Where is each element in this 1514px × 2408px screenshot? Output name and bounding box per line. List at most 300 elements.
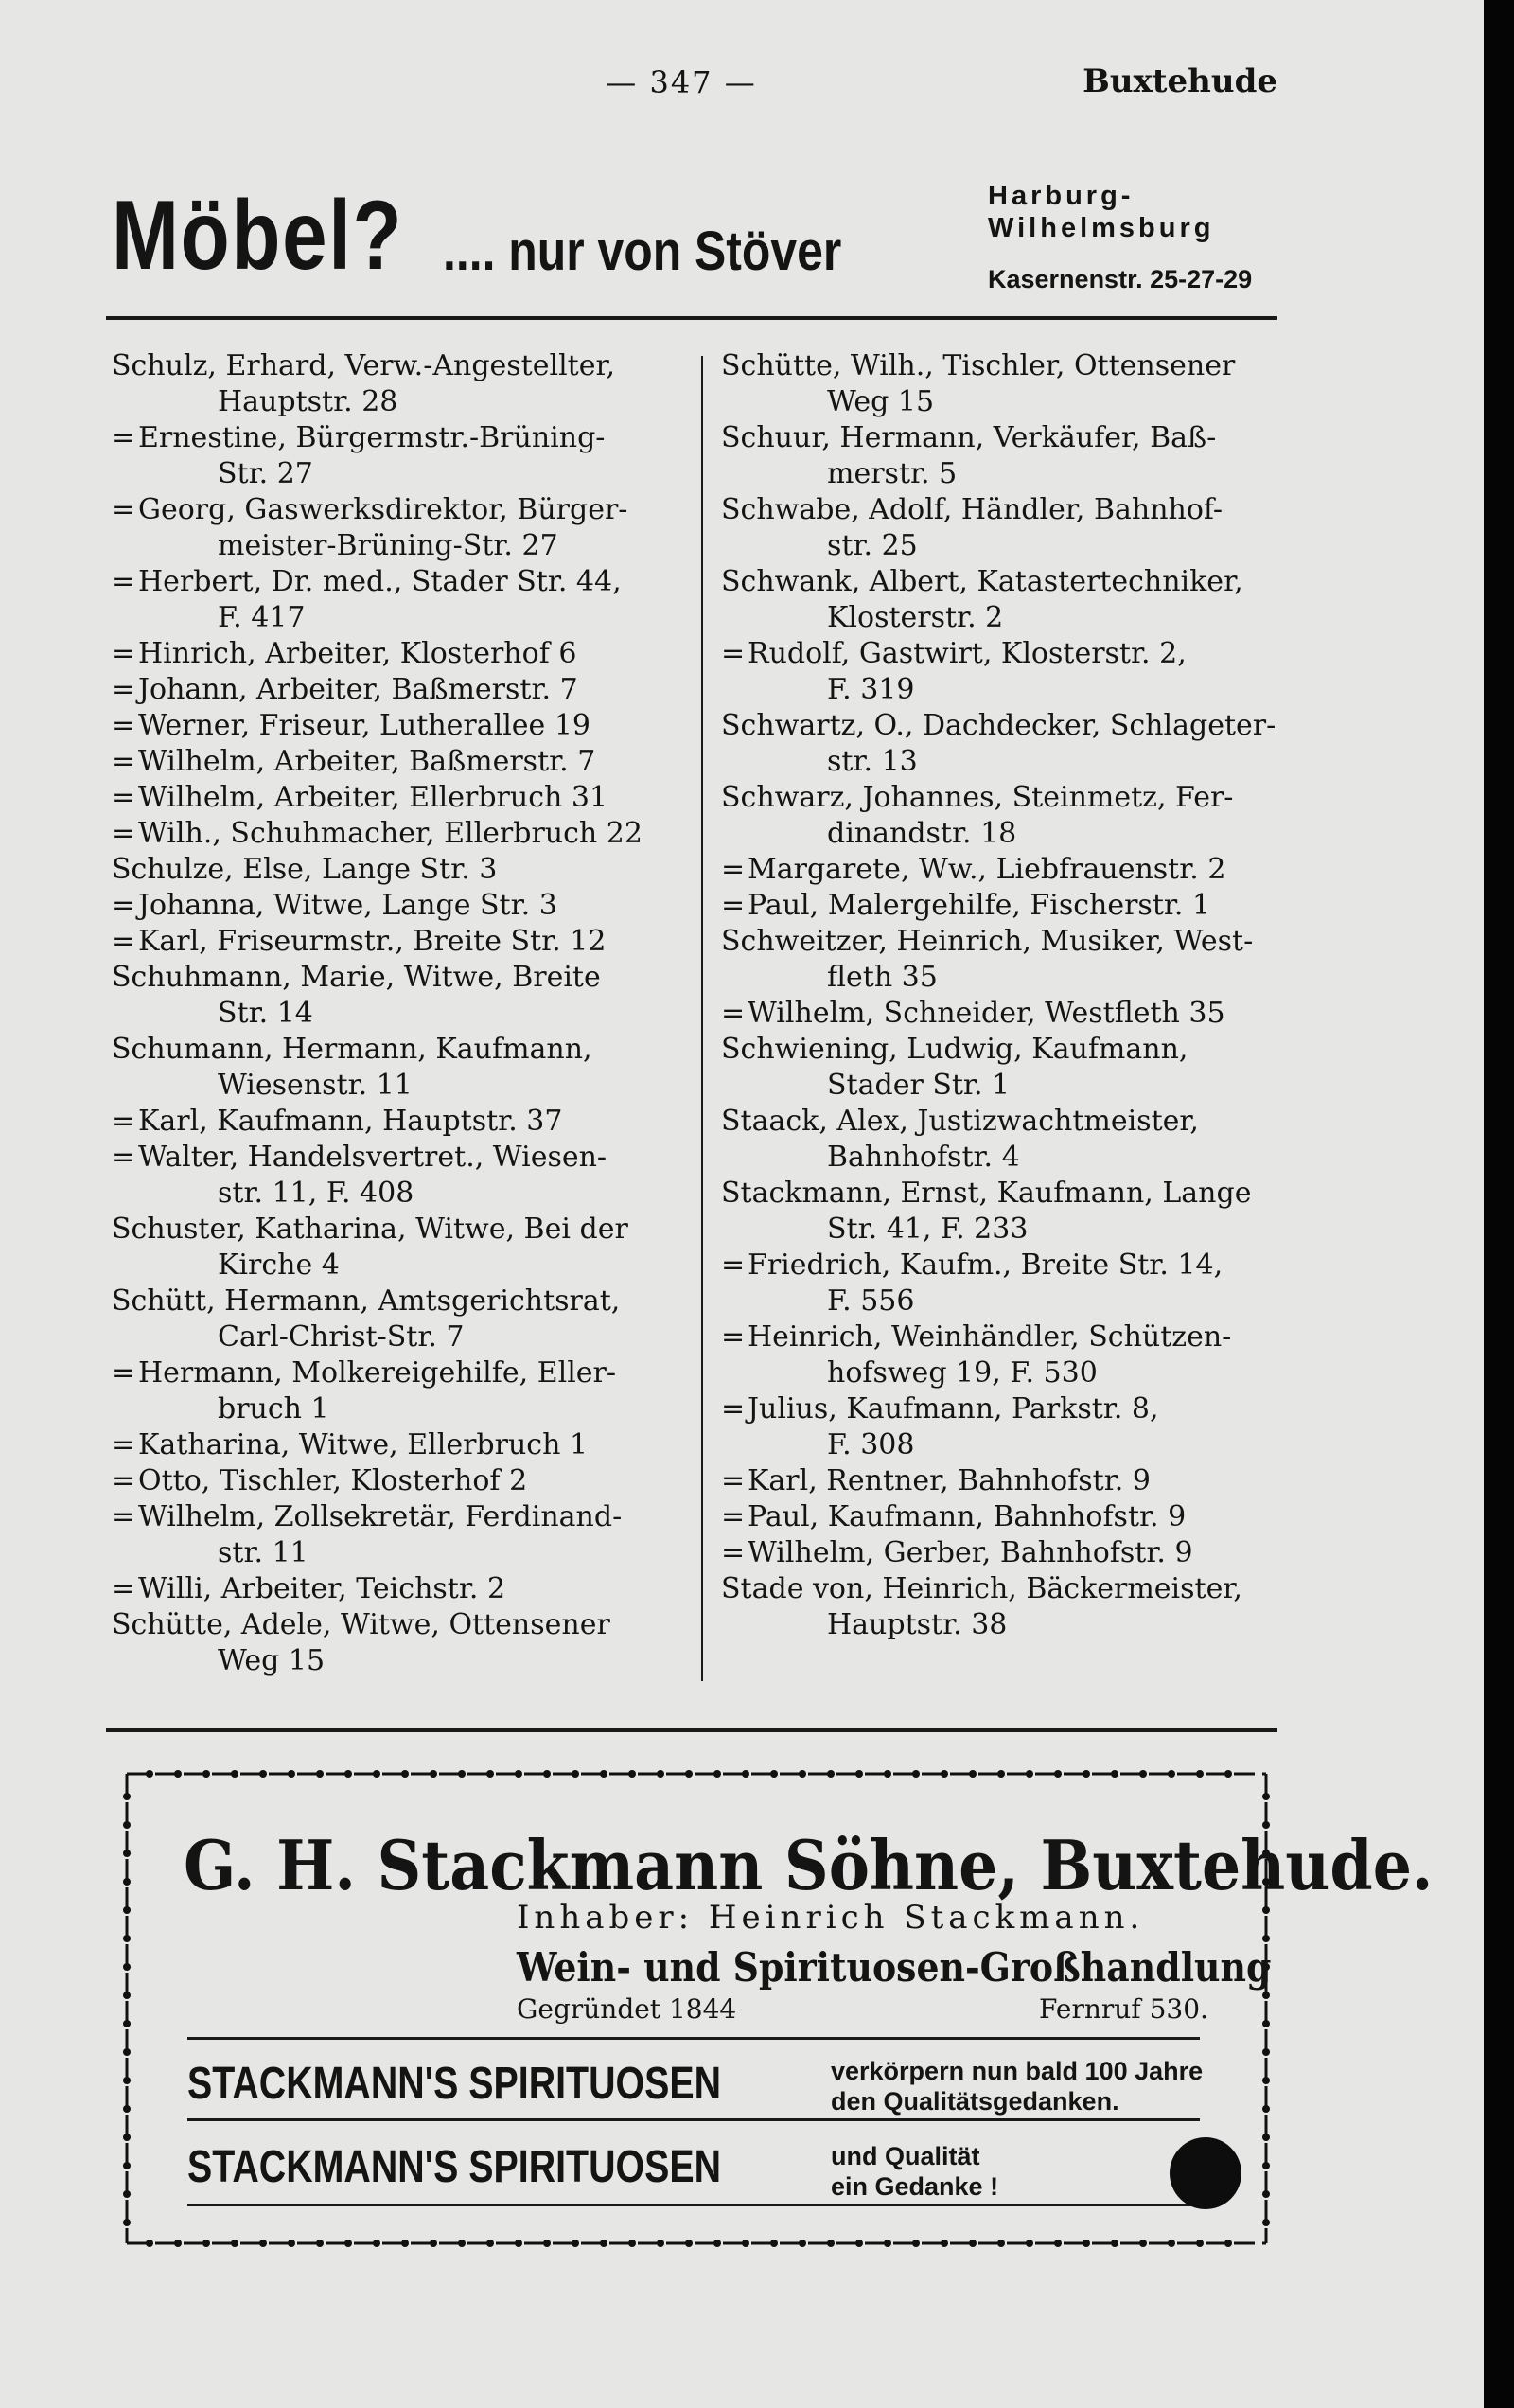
border-ornament (259, 2240, 267, 2247)
directory-entry (112, 852, 679, 888)
border-ornament (401, 2240, 409, 2247)
entry-text: Schulz, Erhard, Verw.-Angestellter, (112, 349, 616, 382)
border-ornament (1196, 1770, 1204, 1778)
ditto-mark: = (721, 853, 746, 886)
directory-entry (112, 1571, 679, 1607)
border-ornament (855, 2240, 863, 2247)
directory-entry (112, 1140, 679, 1176)
advert-slogan-2 (831, 2141, 998, 2202)
directory-entry (721, 564, 1289, 600)
entry-text: Schulze, Else, Lange Str. 3 (112, 853, 498, 886)
entry-continuation (721, 816, 1289, 852)
directory-entry (112, 636, 679, 672)
border-ornament (123, 1821, 131, 1829)
entry-text: Schütt, Hermann, Amtsgerichtsrat, (112, 1284, 621, 1318)
border-ornament (123, 1793, 131, 1800)
border-ornament (884, 2240, 891, 2247)
border-ornament (969, 2240, 977, 2247)
border-ornament (231, 1770, 238, 1778)
entry-continuation (721, 1284, 1289, 1319)
border-ornament (1224, 2240, 1232, 2247)
advert-city (988, 180, 1214, 244)
border-ornament (713, 2240, 721, 2247)
border-ornament (997, 1770, 1005, 1778)
column-divider (701, 356, 703, 1681)
entry-text: Hauptstr. 28 (218, 385, 398, 418)
entry-text: Schuster, Katharina, Witwe, Bei der (112, 1213, 628, 1246)
entry-text: str. 13 (827, 745, 918, 778)
entry-text: Karl, Kaufmann, Hauptstr. 37 (138, 1105, 563, 1138)
top-rule (106, 316, 1277, 320)
entry-continuation (721, 528, 1289, 564)
directory-entry (112, 348, 679, 384)
border-ornament (146, 1770, 153, 1778)
entry-text: Otto, Tischler, Klosterhof 2 (138, 1464, 528, 1497)
directory-entry (721, 888, 1289, 924)
entry-text: Hermann, Molkereigehilfe, Eller- (138, 1356, 617, 1390)
border-ornament (430, 2240, 437, 2247)
entry-continuation (721, 456, 1289, 492)
border-ornament (628, 2240, 636, 2247)
border-ornament (969, 1770, 977, 1778)
advert-dot-icon (1170, 2137, 1241, 2209)
right-column (721, 348, 1289, 1643)
directory-entry (721, 1248, 1289, 1284)
ditto-mark: = (721, 1536, 746, 1569)
entry-text: Schwartz, O., Dachdecker, Schlageter- (721, 709, 1276, 742)
border-ornament (430, 1770, 437, 1778)
entry-text: Karl, Friseurmstr., Breite Str. 12 (138, 925, 607, 958)
entry-continuation (721, 672, 1289, 708)
directory-entry (112, 1355, 679, 1391)
border-ornament (855, 1770, 863, 1778)
border-ornament (1111, 2240, 1118, 2247)
directory-entry (112, 1104, 679, 1140)
entry-continuation (112, 456, 679, 492)
border-ornament (912, 2240, 920, 2247)
border-ornament (123, 2077, 131, 2084)
advert-founded: Gegründet 1844 (517, 1993, 737, 2025)
border-ornament (770, 1770, 778, 1778)
directory-entry (112, 1212, 679, 1248)
border-ornament (657, 1770, 664, 1778)
entry-continuation (112, 1176, 679, 1212)
advert-city-line2: Wilhelmsburg (988, 213, 1215, 243)
entry-text: Katharina, Witwe, Ellerbruch 1 (138, 1428, 589, 1461)
entry-text: Schütte, Wilh., Tischler, Ottensener (721, 349, 1236, 382)
directory-entry (721, 996, 1289, 1032)
border-ornament (657, 2240, 664, 2247)
border-ornament (316, 1770, 324, 1778)
border-ornament (344, 2240, 352, 2247)
entry-text: Herbert, Dr. med., Stader Str. 44, (138, 565, 622, 598)
border-ornament (123, 1963, 131, 1971)
entry-text: Weg 15 (218, 1644, 326, 1677)
ditto-mark: = (721, 1320, 746, 1354)
entry-text: Carl-Christ-Str. 7 (218, 1320, 465, 1354)
entry-text: Paul, Kaufmann, Bahnhofstr. 9 (748, 1500, 1187, 1533)
border-ornament (1262, 2190, 1270, 2198)
directory-entry (721, 852, 1289, 888)
border-ornament (1168, 2240, 1175, 2247)
entry-continuation (721, 1068, 1289, 1104)
ditto-mark: = (721, 637, 746, 670)
border-ornament (288, 1770, 295, 1778)
ditto-mark: = (112, 1141, 136, 1174)
entry-text: fleth 35 (827, 961, 938, 994)
border-ornament (146, 2240, 153, 2247)
border-ornament (123, 1878, 131, 1886)
directory-entry (112, 492, 679, 528)
border-ornament (344, 1770, 352, 1778)
directory-entry (721, 1391, 1289, 1427)
entry-text: Str. 41, F. 233 (827, 1213, 1029, 1246)
ditto-mark: = (721, 1464, 746, 1497)
border-ornament (123, 2162, 131, 2169)
ditto-mark: = (112, 1572, 136, 1605)
directory-entry (721, 1463, 1289, 1499)
page-number: — 347 — (606, 64, 757, 100)
entry-text: Klosterstr. 2 (827, 601, 1004, 634)
entry-text: Stader Str. 1 (827, 1069, 1011, 1102)
ditto-mark: = (112, 493, 136, 526)
border-ornament (1083, 1770, 1090, 1778)
directory-entry (112, 780, 679, 816)
border-ornament (373, 1770, 380, 1778)
border-ornament (202, 1770, 210, 1778)
border-ornament (123, 2048, 131, 2056)
directory-entry (112, 708, 679, 744)
directory-entry (112, 744, 679, 780)
entry-text: Paul, Malergehilfe, Fischerstr. 1 (748, 889, 1211, 922)
border-ornament (486, 2240, 494, 2247)
border-ornament (1262, 2105, 1270, 2113)
entry-text: F. 319 (827, 673, 915, 706)
directory-entry (112, 420, 679, 456)
entry-text: dinandstr. 18 (827, 817, 1017, 850)
book-spine-edge (1484, 0, 1514, 2408)
entry-continuation (112, 600, 679, 636)
entry-text: Werner, Friseur, Lutherallee 19 (138, 709, 591, 742)
border-ornament (202, 2240, 210, 2247)
directory-entry (112, 816, 679, 852)
entry-text: Willi, Arbeiter, Teichstr. 2 (138, 1572, 506, 1605)
directory-entry (721, 780, 1289, 816)
entry-text: Julius, Kaufmann, Parkstr. 8, (748, 1392, 1159, 1425)
border-ornament (1262, 1935, 1270, 1942)
ditto-mark: = (721, 1500, 746, 1533)
border-ornament (1111, 1770, 1118, 1778)
border-ornament (543, 1770, 551, 1778)
entry-continuation (112, 1535, 679, 1571)
advert-owner: Inhaber: Heinrich Stackmann. (517, 1899, 1145, 1937)
entry-text: Kirche 4 (218, 1248, 340, 1282)
entry-text: Georg, Gaswerksdirektor, Bürger- (138, 493, 628, 526)
entry-text: Johann, Arbeiter, Baßmerstr. 7 (138, 673, 578, 706)
ditto-mark: = (721, 1248, 746, 1282)
directory-entry (721, 420, 1289, 456)
border-ornament (1054, 1770, 1062, 1778)
entry-text: Hinrich, Arbeiter, Klosterhof 6 (138, 637, 577, 670)
border-ornament (288, 2240, 295, 2247)
entry-text: Ernestine, Bürgermstr.-Brüning- (138, 421, 606, 454)
border-ornament (1262, 1992, 1270, 1999)
ditto-mark: = (112, 745, 136, 778)
border-ornament (458, 2240, 466, 2247)
border-ornament (486, 1770, 494, 1778)
border-ornament (997, 2240, 1005, 2247)
entry-text: Schwiening, Ludwig, Kaufmann, (721, 1033, 1188, 1066)
directory-entry (112, 1607, 679, 1643)
entry-continuation (721, 384, 1289, 420)
entry-text: Wilhelm, Schneider, Westfleth 35 (748, 997, 1225, 1030)
border-ornament (742, 1770, 749, 1778)
advert-brand-2: STACKMANN'S SPIRITUOSEN (187, 2142, 722, 2192)
entry-text: Heinrich, Weinhändler, Schützen- (748, 1320, 1232, 1354)
entry-text: Schwank, Albert, Katastertechniker, (721, 565, 1243, 598)
border-ornament (259, 1770, 267, 1778)
ditto-mark: = (112, 1464, 136, 1497)
advert-slogan-1 (831, 2056, 1203, 2116)
directory-entry (112, 1032, 679, 1068)
border-ornament (123, 1906, 131, 1914)
border-ornament (600, 2240, 607, 2247)
border-ornament (742, 2240, 749, 2247)
entry-continuation (721, 600, 1289, 636)
border-ornament (1262, 2219, 1270, 2226)
border-ornament (174, 2240, 182, 2247)
entry-text: Rudolf, Gastwirt, Klosterstr. 2, (748, 637, 1187, 670)
entry-continuation (112, 384, 679, 420)
border-ornament (543, 2240, 551, 2247)
entry-continuation (112, 1068, 679, 1104)
entry-text: Walter, Handelsvertret., Wiesen- (138, 1141, 607, 1174)
border-ornament (1262, 2048, 1270, 2056)
border-ornament (799, 1770, 806, 1778)
advert-address: Kasernenstr. 25-27-29 (988, 265, 1253, 293)
entry-continuation (721, 960, 1289, 996)
border-ornament (515, 2240, 522, 2247)
entry-text: Schwabe, Adolf, Händler, Bahnhof- (721, 493, 1224, 526)
border-ornament (1262, 2162, 1270, 2169)
border-ornament (123, 2190, 131, 2198)
directory-entry (721, 924, 1289, 960)
border-ornament (1196, 2240, 1204, 2247)
bottom-rule (106, 1728, 1277, 1732)
border-ornament (174, 1770, 182, 1778)
entry-text: Str. 14 (218, 997, 313, 1030)
border-ornament (572, 2240, 579, 2247)
ditto-mark: = (112, 925, 136, 958)
border-ornament (827, 2240, 835, 2247)
entry-text: bruch 1 (218, 1392, 329, 1425)
entry-text: str. 11 (218, 1536, 308, 1569)
directory-entry (721, 1176, 1289, 1212)
entry-text: Wilhelm, Zollsekretär, Ferdinand- (138, 1500, 623, 1533)
border-ornament (884, 1770, 891, 1778)
border-ornament (515, 1770, 522, 1778)
border-ornament (685, 2240, 693, 2247)
ditto-mark: = (112, 781, 136, 814)
directory-entry (112, 672, 679, 708)
border-ornament (941, 1770, 948, 1778)
border-ornament (600, 1770, 607, 1778)
directory-entry (112, 564, 679, 600)
entry-continuation (721, 1607, 1289, 1643)
entry-continuation (721, 1427, 1289, 1463)
border-ornament (123, 1850, 131, 1857)
ditto-mark: = (112, 673, 136, 706)
entry-text: meister-Brüning-Str. 27 (218, 529, 558, 562)
entry-text: Schumann, Hermann, Kaufmann, (112, 1033, 592, 1066)
advert-city-line1: Harburg- (988, 181, 1135, 211)
ditto-mark: = (112, 565, 136, 598)
advert-slogan-1-line2: den Qualitätsgedanken. (831, 2087, 1119, 2116)
border-ornament (827, 1770, 835, 1778)
entry-text: F. 556 (827, 1284, 915, 1318)
directory-entry (721, 1104, 1289, 1140)
border-ornament (123, 1935, 131, 1942)
directory-entry (112, 888, 679, 924)
entry-continuation (112, 1391, 679, 1427)
ditto-mark: = (112, 1105, 136, 1138)
advert-headline: Möbel? (112, 181, 404, 291)
directory-entry (721, 708, 1289, 744)
border-ornament (231, 2240, 238, 2247)
entry-text: F. 308 (827, 1428, 915, 1461)
advert-trade: Wein- und Spirituosen-Großhandlung (517, 1944, 1272, 1991)
directory-entry (112, 1284, 679, 1319)
entry-text: Wilhelm, Arbeiter, Baßmerstr. 7 (138, 745, 596, 778)
entry-text: Wilhelm, Gerber, Bahnhofstr. 9 (748, 1536, 1193, 1569)
entry-text: Karl, Rentner, Bahnhofstr. 9 (748, 1464, 1151, 1497)
ditto-mark: = (112, 1356, 136, 1390)
advert-brand-1: STACKMANN'S SPIRITUOSEN (187, 2059, 722, 2109)
entry-continuation (721, 1140, 1289, 1176)
ditto-mark: = (112, 421, 136, 454)
ditto-mark: = (721, 997, 746, 1030)
entry-continuation (112, 1643, 679, 1679)
border-ornament (912, 1770, 920, 1778)
entry-text: Stackmann, Ernst, Kaufmann, Lange (721, 1177, 1252, 1210)
directory-entry (721, 1032, 1289, 1068)
entry-text: Wiesenstr. 11 (218, 1069, 413, 1102)
entry-text: Friedrich, Kaufm., Breite Str. 14, (748, 1248, 1224, 1282)
advert-firm-name: G. H. Stackmann Söhne, Buxtehude. (184, 1825, 1434, 1905)
border-ornament (123, 2134, 131, 2141)
directory-entry (112, 1499, 679, 1535)
border-ornament (941, 2240, 948, 2247)
border-ornament (1139, 1770, 1147, 1778)
border-ornament (1262, 1906, 1270, 1914)
ditto-mark: = (112, 889, 136, 922)
entry-text: Wilh., Schuhmacher, Ellerbruch 22 (138, 817, 643, 850)
border-ornament (458, 1770, 466, 1778)
border-ornament (1026, 2240, 1033, 2247)
directory-entry (112, 924, 679, 960)
directory-entry (721, 1499, 1289, 1535)
entry-continuation (112, 528, 679, 564)
border-ornament (1262, 2020, 1270, 2027)
border-ornament (1083, 2240, 1090, 2247)
directory-entry (721, 348, 1289, 384)
border-ornament (1168, 1770, 1175, 1778)
border-ornament (1139, 2240, 1147, 2247)
entry-text: Schuur, Hermann, Verkäufer, Baß- (721, 421, 1217, 454)
entry-text: Staack, Alex, Justizwachtmeister, (721, 1105, 1199, 1138)
border-ornament (1054, 2240, 1062, 2247)
ditto-mark: = (112, 1500, 136, 1533)
advert-rule-1 (187, 2037, 1200, 2040)
ditto-mark: = (112, 1428, 136, 1461)
ditto-mark: = (112, 637, 136, 670)
stackmann-advert (121, 1768, 1434, 2249)
entry-text: Margarete, Ww., Liebfrauenstr. 2 (748, 853, 1226, 886)
advert-slogan-2-line2: ein Gedanke ! (831, 2172, 999, 2201)
ditto-mark: = (721, 1392, 746, 1425)
advert-headline-tail: .... nur von Stöver (443, 221, 842, 282)
border-ornament (123, 1992, 131, 1999)
entry-continuation (721, 1212, 1289, 1248)
entry-text: Bahnhofstr. 4 (827, 1141, 1020, 1174)
advert-slogan-2-line1: und Qualität (831, 2142, 980, 2170)
border-ornament (713, 1770, 721, 1778)
entry-text: Schwarz, Johannes, Steinmetz, Fer- (721, 781, 1234, 814)
directory-entry (112, 1427, 679, 1463)
directory-entry (721, 1571, 1289, 1607)
entry-continuation (112, 1319, 679, 1355)
directory-entry (721, 492, 1289, 528)
entry-text: Schütte, Adele, Witwe, Ottensener (112, 1608, 610, 1641)
border-ornament (685, 1770, 693, 1778)
entry-text: merstr. 5 (827, 457, 958, 490)
advert-slogan-1-line1: verkörpern nun bald 100 Jahre (831, 2057, 1204, 2085)
entry-text: hofsweg 19, F. 530 (827, 1356, 1098, 1390)
border-ornament (123, 2020, 131, 2027)
directory-entry (112, 1463, 679, 1499)
entry-text: str. 25 (827, 529, 918, 562)
border-ornament (123, 2105, 131, 2113)
border-ornament (316, 2240, 324, 2247)
entry-text: Johanna, Witwe, Lange Str. 3 (138, 889, 557, 922)
border-ornament (1262, 1793, 1270, 1800)
entry-text: Wilhelm, Arbeiter, Ellerbruch 31 (138, 781, 608, 814)
entry-text: Hauptstr. 38 (827, 1608, 1008, 1641)
border-ornament (1262, 2134, 1270, 2141)
entry-continuation (721, 1355, 1289, 1391)
ditto-mark: = (112, 709, 136, 742)
entry-text: Weg 15 (827, 385, 935, 418)
border-ornament (1224, 1770, 1232, 1778)
border-ornament (572, 1770, 579, 1778)
entry-text: Schweitzer, Heinrich, Musiker, West- (721, 925, 1254, 958)
advert-phone: Fernruf 530. (1039, 1993, 1208, 2025)
entry-continuation (112, 996, 679, 1032)
directory-entry (721, 1319, 1289, 1355)
border-ornament (770, 2240, 778, 2247)
directory-entry (112, 960, 679, 996)
border-ornament (123, 2219, 131, 2226)
entry-text: str. 11, F. 408 (218, 1177, 414, 1210)
left-column (112, 348, 679, 1679)
directory-entry (721, 636, 1289, 672)
entry-text: Stade von, Heinrich, Bäckermeister, (721, 1572, 1242, 1605)
border-ornament (799, 2240, 806, 2247)
border-ornament (401, 1770, 409, 1778)
border-ornament (628, 1770, 636, 1778)
entry-continuation (112, 1248, 679, 1284)
entry-continuation (721, 744, 1289, 780)
